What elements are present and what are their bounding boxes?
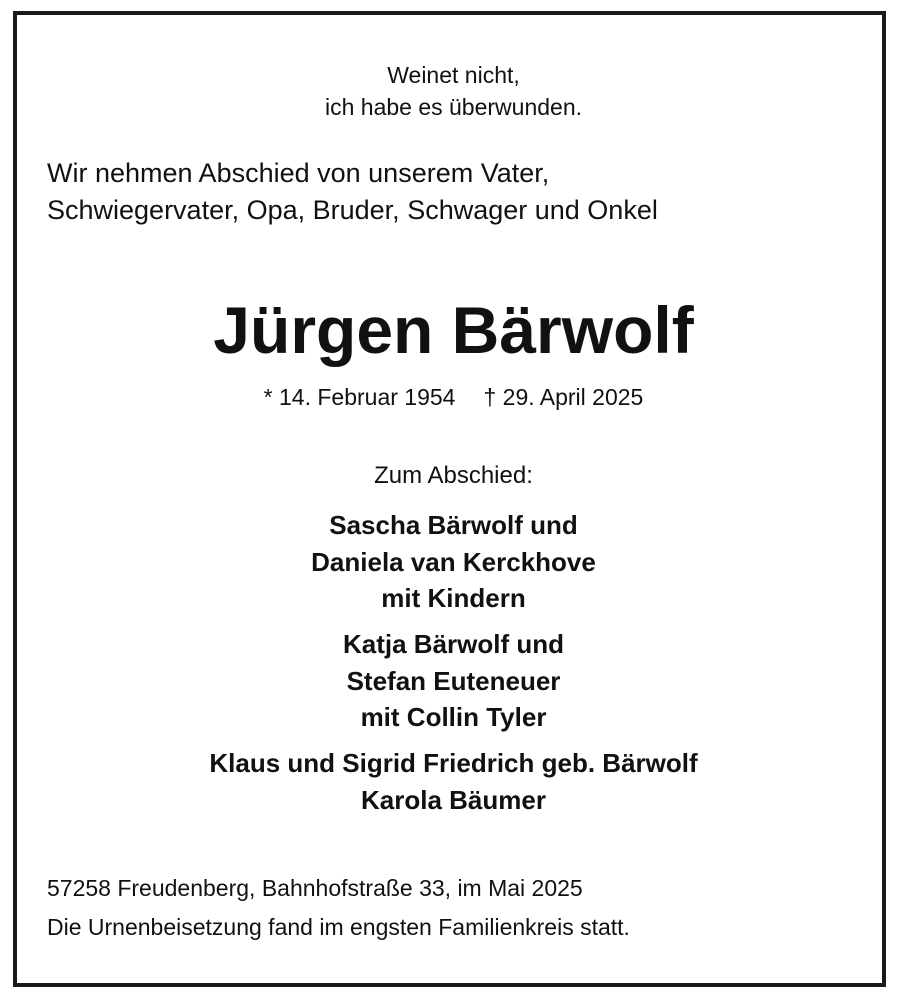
mourner-line: Daniela van Kerckhove — [311, 546, 596, 577]
mourner-line: Katja Bärwolf und — [342, 629, 564, 659]
death-date: † 29. April 2025 — [483, 384, 644, 410]
intro-line: Schwiegervater, Opa, Bruder, Schwager und Onkel — [47, 195, 658, 225]
mourner-group — [17, 507, 890, 617]
intro-line: Wir nehmen Abschied von unserem Vater, — [47, 158, 550, 188]
life-dates — [17, 382, 890, 412]
footer-address: 57258 Freudenberg, Bahnhofstraße 33, im Mai 2025 — [47, 875, 583, 901]
motto — [17, 59, 890, 123]
mourner-group — [17, 626, 890, 736]
motto-line: ich habe es überwunden. — [324, 94, 583, 120]
motto-line: Weinet nicht, — [387, 62, 520, 88]
mourner-group — [17, 745, 890, 818]
mourner-line: Stefan Euteneuer — [346, 665, 561, 696]
mourner-line: Sascha Bärwolf und — [329, 510, 578, 540]
obituary-notice — [13, 11, 886, 987]
mourner-line: Klaus und Sigrid Friedrich geb. Bärwolf — [209, 748, 698, 778]
farewell-label: Zum Abschied: — [374, 462, 533, 489]
mourner-line: mit Collin Tyler — [360, 702, 547, 732]
mourner-line: mit Kindern — [381, 583, 526, 613]
footer-note: Die Urnenbeisetzung fand im engsten Familienkreis statt. — [47, 914, 630, 940]
birth-date: * 14. Februar 1954 — [263, 384, 456, 410]
mourner-line: Karola Bäumer — [361, 784, 546, 815]
deceased-name: Jürgen Bärwolf — [213, 293, 694, 367]
intro-text — [47, 155, 658, 229]
